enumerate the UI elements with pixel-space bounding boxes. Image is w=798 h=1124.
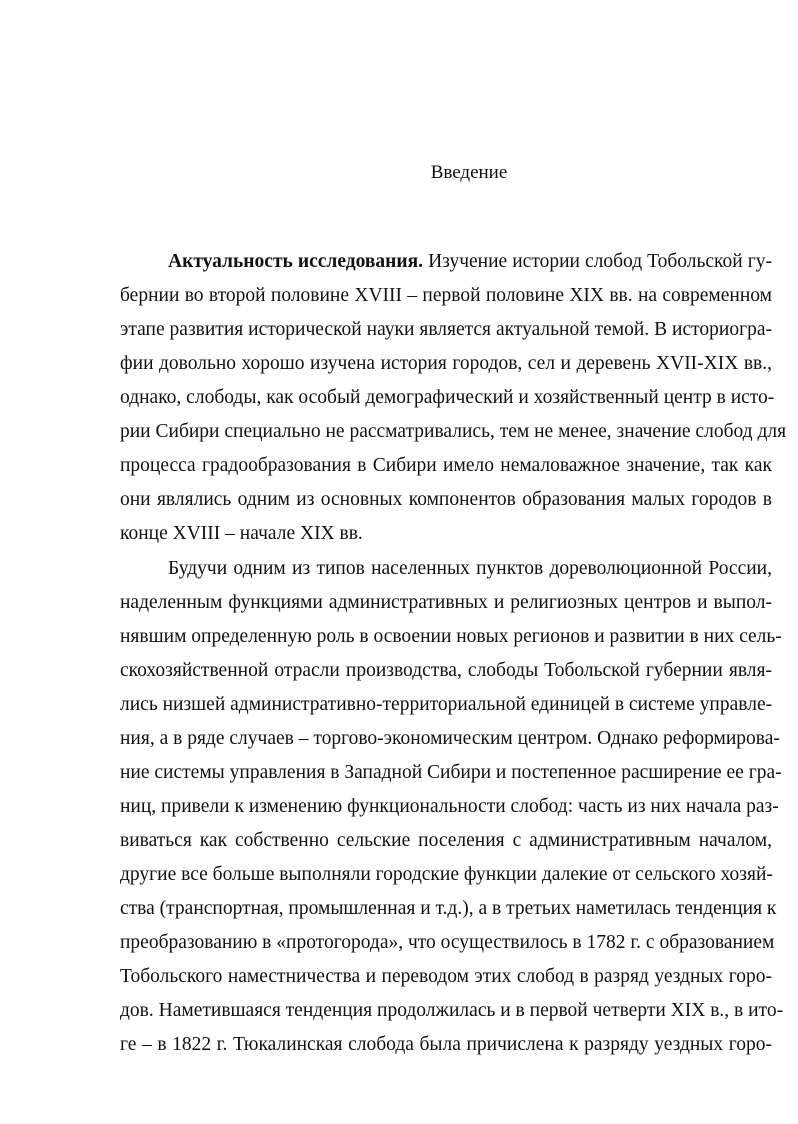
paragraph-1-line: они являлись одним из основных компонентов образования малых городов в bbox=[120, 489, 772, 510]
paragraph-1-line: этапе развития исторической науки является актуальной темой. В историогра- bbox=[120, 319, 772, 340]
paragraph-1-line-1 bbox=[168, 250, 772, 274]
paragraph-2-line: ге – в 1822 г. Тюкалинская слобода была причислена к разряду уездных горо- bbox=[120, 1034, 772, 1055]
paragraph-2-line: наделенным функциями административных и религиозных центров и выпол- bbox=[120, 592, 772, 613]
paragraph-1-line: конце XVIII – начале XIX вв. bbox=[120, 523, 363, 544]
paragraph-1-line: рии Сибири специально не рассматривались, тем не менее, значение слобод для bbox=[120, 421, 787, 442]
paragraph-2-line: другие все больше выполняли городские функции далекие от сельского хозяй- bbox=[120, 864, 773, 885]
paragraph-2-line: ниц, привели к изменению функциональности слобод: часть из них начала раз- bbox=[120, 796, 779, 817]
paragraph-2-line: лись низшей административно-территориальной единицей в системе управле- bbox=[120, 694, 773, 715]
paragraph-2-line: ние системы управления в Западной Сибири и постепенное расширение ее гра- bbox=[120, 762, 782, 783]
paragraph-2-line: ния, а в ряде случаев – торгово-экономическим центром. Однако реформирова- bbox=[120, 728, 780, 749]
paragraph-1-line: однако, слободы, как особый демографический и хозяйственный центр в исто- bbox=[120, 387, 775, 408]
paragraph-2-line: ства (транспортная, промышленная и т.д.), а в третьих наметилась тенденция к bbox=[120, 898, 777, 919]
paragraph-2-line-1: Будучи одним из типов населенных пунктов дореволюционной России, bbox=[168, 558, 772, 579]
paragraph-1-line-1-text: Изучение истории слобод Тобольской гу- bbox=[423, 251, 772, 272]
paragraph-2-line: дов. Наметившаяся тенденция продолжилась и в первой четверти XIX в., в ито- bbox=[120, 1000, 784, 1021]
paragraph-2-line: виваться как собственно сельские поселения с административным началом, bbox=[120, 830, 772, 851]
section-heading: Введение bbox=[430, 162, 508, 183]
paragraph-1-line: фии довольно хорошо изучена история городов, сел и деревень XVII-XIX вв., bbox=[120, 353, 772, 374]
paragraph-2-line: Тобольского наместничества и переводом этих слобод в разряд уездных горо- bbox=[120, 966, 772, 987]
paragraph-2-line: скохозяйственной отрасли производства, слободы Тобольской губернии явля- bbox=[120, 660, 772, 681]
lead-bold-phrase: Актуальность исследования. bbox=[168, 251, 424, 272]
paragraph-2-line: нявшим определенную роль в освоении новых регионов и развитии в них сель- bbox=[120, 626, 782, 647]
paragraph-2-line: преобразованию в «протогорода», что осуществилось в 1782 г. с образованием bbox=[120, 932, 775, 953]
paragraph-1-line: процесса градообразования в Сибири имело немаловажное значение, так как bbox=[120, 455, 772, 476]
paragraph-1-line: бернии во второй половине XVIII – первой половине XIX вв. на современном bbox=[120, 285, 772, 306]
